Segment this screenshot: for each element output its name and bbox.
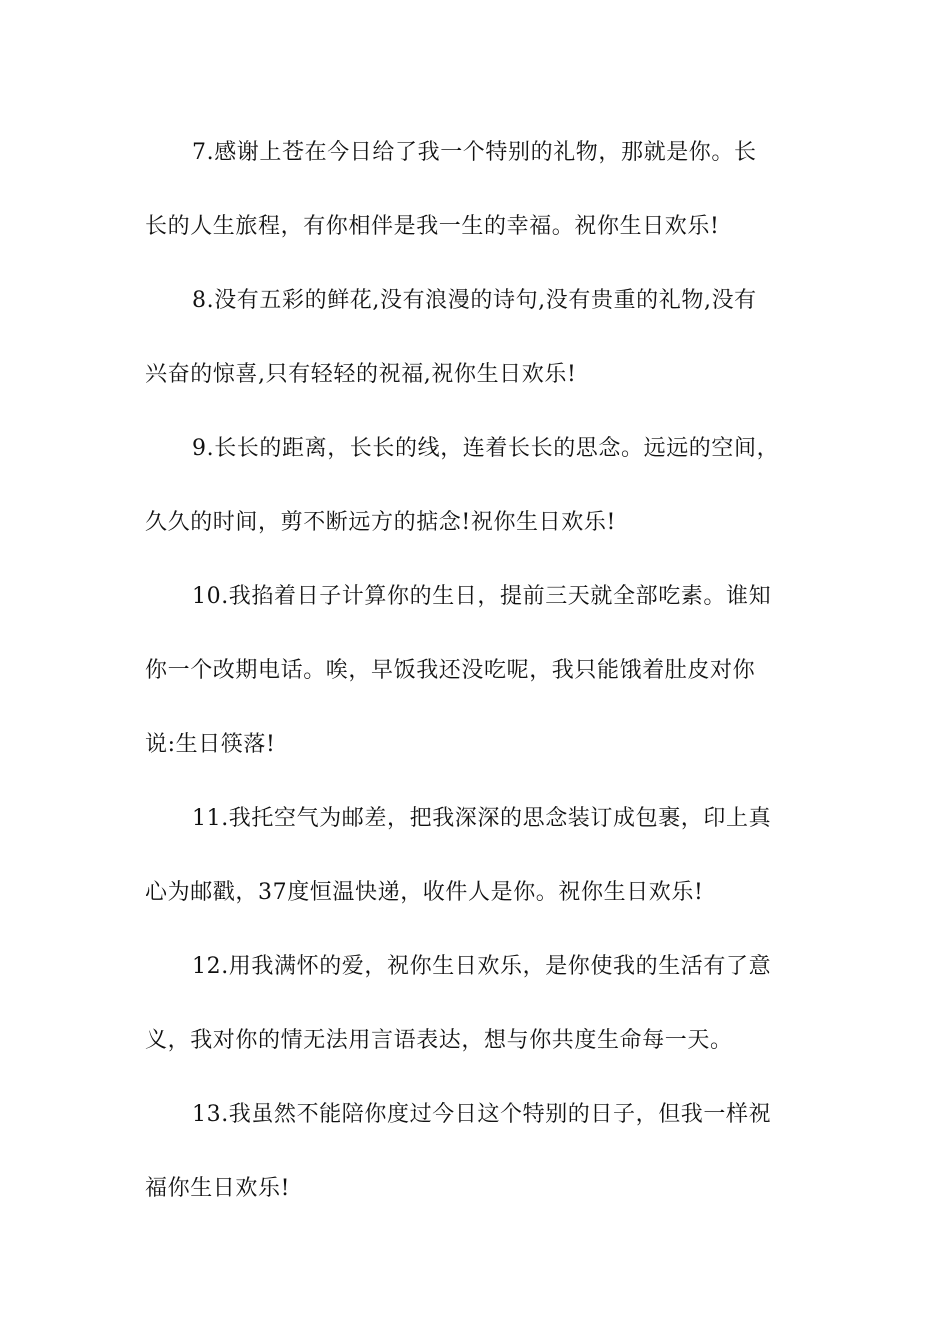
paragraph-12-line-2: 义，我对你的情无法用言语表达，想与你共度生命每一天。 <box>145 1028 733 1053</box>
paragraph-7-line-2: 长的人生旅程，有你相伴是我一生的幸福。祝你生日欢乐! <box>145 214 720 239</box>
paragraph-11-line-2: 心为邮戳，37度恒温快递，收件人是你。祝你生日欢乐! <box>145 880 704 905</box>
paragraph-13-line-2: 福你生日欢乐! <box>145 1176 291 1201</box>
paragraph-10-line-3: 说:生日筷落! <box>145 732 276 757</box>
paragraph-12-line-1: 12.用我满怀的爱，祝你生日欢乐，是你使我的生活有了意 <box>192 954 772 979</box>
paragraph-13-line-1: 13.我虽然不能陪你度过今日这个特别的日子，但我一样祝 <box>192 1102 772 1127</box>
document-body <box>145 121 825 1231</box>
paragraph-9-line-1: 9.长长的距离，长长的线，连着长长的思念。远远的空间， <box>192 436 780 461</box>
paragraph-8-line-2: 兴奋的惊喜,只有轻轻的祝福,祝你生日欢乐! <box>145 362 577 387</box>
paragraph-8-line-1: 8.没有五彩的鲜花,没有浪漫的诗句,没有贵重的礼物,没有 <box>192 288 757 313</box>
paragraph-7-line-1: 7.感谢上苍在今日给了我一个特别的礼物，那就是你。长 <box>192 140 757 165</box>
paragraph-10-line-2: 你一个改期电话。唉，早饭我还没吃呢，我只能饿着肚皮对你 <box>145 658 756 683</box>
paragraph-9-line-2: 久久的时间，剪不断远方的掂念!祝你生日欢乐! <box>145 510 616 535</box>
paragraph-11-line-1: 11.我托空气为邮差，把我深深的思念装订成包裹，印上真 <box>192 806 772 831</box>
paragraph-10-line-1: 10.我掐着日子计算你的生日，提前三天就全部吃素。谁知 <box>192 584 772 609</box>
